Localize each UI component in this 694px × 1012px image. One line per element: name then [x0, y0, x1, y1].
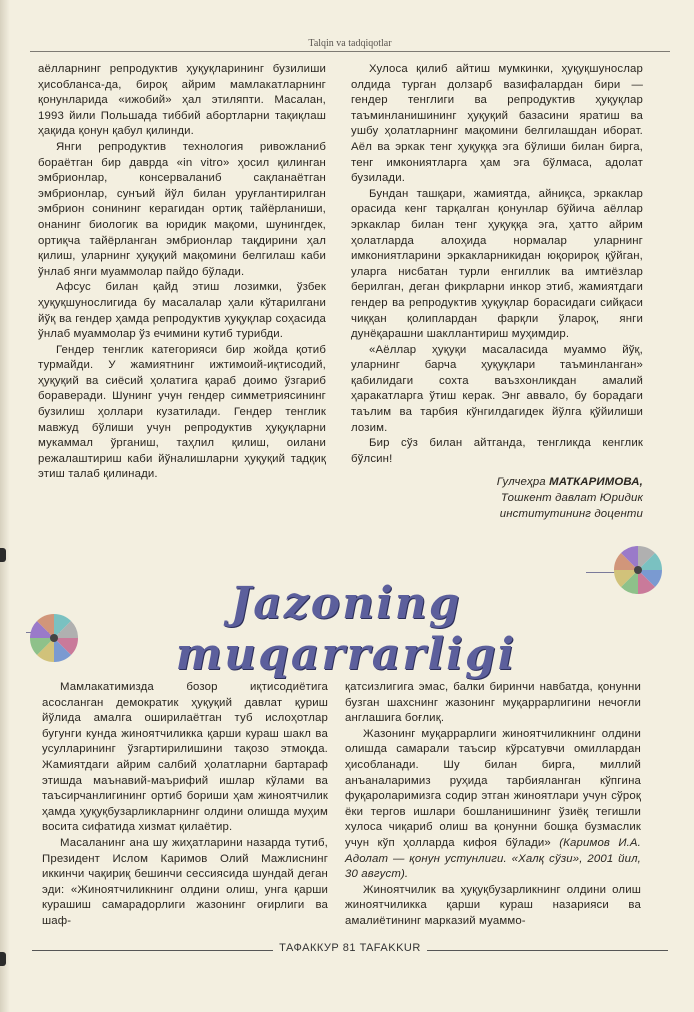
paragraph: қатсизлигига эмас, балки биринчи навбатда, қонунни бузган шахснинг жазонинг муқаррарлигини нечоғли англашига боғлиқ.	[345, 681, 641, 725]
binding-mark	[0, 548, 6, 562]
author-first-name: Гулчеҳра	[496, 476, 546, 489]
section-banner	[26, 540, 666, 680]
binding-mark	[0, 952, 6, 966]
page-binding-shadow	[0, 0, 10, 1012]
paragraph: Хулоса қилиб айтиш мумкинки, ҳуқуқшунослар олдида турган долзарб вазифалардан бири — гендер тенглиги ва репродуктив ҳуқуқлар таъминланишининг ҳуқуқий базасини яратиш ва ушбу ҳолатларнинг мақомини белгилашдан иборат. Аёл ва эркак тенг ҳуқуққа эга бўлиши билан бирга, тенг имкониятларга ҳам эга бўлмаса, адолат бузилади.	[351, 63, 643, 185]
rosette-icon	[612, 544, 664, 596]
paragraph: «Аёллар ҳуқуқи масаласида муаммо йўқ, уларнинг барча ҳуқуқлари таъминланган» қабилидаги сохта ваъзхонликдан амалий ҳаракатларга ўтиш керак. Энг аввало, бу борадаги таълим ва тарбия кўнгилдагидек йўлга қўйилиши лозим.	[351, 343, 643, 434]
author-affiliation-line-1: Тошкент давлат Юридик	[500, 492, 643, 505]
running-header	[30, 38, 670, 54]
paragraph: Янги репродуктив технология ривожланиб бораётган бир даврда «in vitro» ҳосил қилинган эмбрионлар, консерваланиб сақланаётган эмбрионлар, сунъий йўл билан уруғлантирилган эмбрион сонининг керагидан ортиқ тайёрланиши, онанинг биологик ва юридик мақоми, шунингдек, ортиқча тайёрланган эмбрионлар тақдирини ҳал қилиш, уларнинг ҳуқуқий мақомини белгилаш каби ўнлаб янги муаммолар пайдо бўлади.	[38, 140, 326, 278]
paragraph: Мамлакатимизда бозор иқтисодиётига асосланган демократик ҳуқуқий давлат қуриш йўлида амалга оширилаётган туб ислоҳотлар бугунги кунда жиноятчиликка қарши кураш шакл ва усулларининг ўзгартирилишини тақозо этмоқда. Жамиятдаги айрим салбий ҳолатларни бартараф этишда маънавий-маърифий ишлар кўлами ва таъсирчанлигининг ортиб бориши ҳам жиноятчилик ҳамда ҳуқуқбузарликларнинг олдини олишда муҳим восита сифатида хизмат қилаётир.	[42, 681, 328, 834]
author-last-name: МАТКАРИМОВА,	[549, 476, 643, 489]
paragraph: Жиноятчилик ва ҳуқуқбузарликнинг олдини олиш жиноятчиликка қарши кураш назарияси ва амалиётининг марказий муаммо-	[345, 883, 641, 927]
footer-page-label: ТАФАККУР 81 TAFAKKUR	[273, 942, 427, 954]
paragraph: Масаланинг ана шу жиҳатларини назарда тутиб, Президент Ислом Каримов Олий Мажлиснинг иккинчи чақириқ бешинчи сессиясида шундай деган эди: «Жиноятчиликнинг олдини олиш, унга қарши курашиш самарадорлиги жазонинг оғирлиги ва шаф-	[42, 836, 328, 927]
author-signature	[351, 475, 643, 522]
paragraph: Бундан ташқари, жамиятда, айниқса, эркаклар орасида кенг тарқалган қонунлар бўйича аёллар эркаклар билан тенг ҳуқуққа эга, ҳатто айрим ҳолатларда алоҳида нормалар уларнинг имкониятларини эркакларникидан юқорироқ қўйган, уларга нисбатан турли енгиллик ва имтиёзлар берилган, деган фикрларни инкор этиб, жамиятдаги гендер ва репродуктив ҳуқуқлар борасидаги сийқаси чиққан қолиплардан фарқли ўлароқ, янги дунёқарашни шакллантириш муҳимдир.	[351, 187, 643, 341]
banner-title: Jazoning muqarrarligi	[175, 578, 517, 680]
article1-column-2	[351, 62, 643, 522]
paragraph: Бир сўз билан айтганда, тенгликда кенглик бўлсин!	[351, 437, 643, 465]
paragraph: Гендер тенглик категорияси бир жойда қотиб турмайди. У жамиятнинг ижтимоий-иқтисодий, ҳуқуқий ва сиёсий ҳолатига қараб доимо ўзгариб бораверади. Шунинг учун гендер симметриясининг бузилиш ҳоллари кузатилади. Гендер тенглик мавжуд бўлиши учун репродуктив ҳуқуқларни мукаммал ўрганиш, таҳлил қилиш, оилани режалаштириш каби йўналишларни ҳуқуқий тадқиқ этиш талаб қилинади.	[38, 343, 326, 481]
header-rule	[30, 51, 670, 52]
article1-column-1	[38, 62, 326, 483]
author-name	[351, 475, 643, 491]
author-affiliation-line-2: институтининг доценти	[499, 507, 643, 520]
paragraph: аёлларнинг репродуктив ҳуқуқларининг бузилиши ҳисобланса-да, бироқ айрим мамлакатларнинг қонунларида «ижобий» ҳал этиляпти. Масалан, 1993 йили Польшада тиббий абортларни тақиқлаш ҳақида қонун қабул қилинди.	[38, 63, 326, 138]
rosette-icon	[28, 612, 80, 664]
paragraph: Афсус билан қайд этиш лозимки, ўзбек ҳуқуқшунослигида бу масалалар ҳали кўтарилгани йўқ ва гендер ҳамда репродуктив ҳуқуқлар соҳасида ўнлаб муаммолар ўз ечимини кутиб турибди.	[38, 281, 326, 341]
article2-column-1	[42, 680, 328, 930]
article2-column-2	[345, 680, 641, 930]
page-footer	[32, 942, 668, 958]
paragraph	[345, 727, 641, 883]
citation: (Каримов И.А. Адолат — қонун устунлиги. «Халқ сўзи», 2001 йил, 30 август).	[345, 836, 641, 881]
header-title: Talqin va tadqiqotlar	[302, 38, 397, 49]
paragraph-text: Жазонинг муқаррарлиги жиноятчиликнинг олдини олишда самарали таъсир кўрсатувчи омиллардан ҳисобланади. Шу билан бирга, миллий анъаналаримиз руҳида тарбияланган кўпгина фуқароларимизга содир этган жиноятлари учун сўроқ ёки тергов ишлари бошланишининг ўзиёқ тегишли хулоса чиқариб олиш ва қонунни бошқа бузмаслик учун кўп ҳолларда кифоя бўлади»	[345, 727, 641, 849]
